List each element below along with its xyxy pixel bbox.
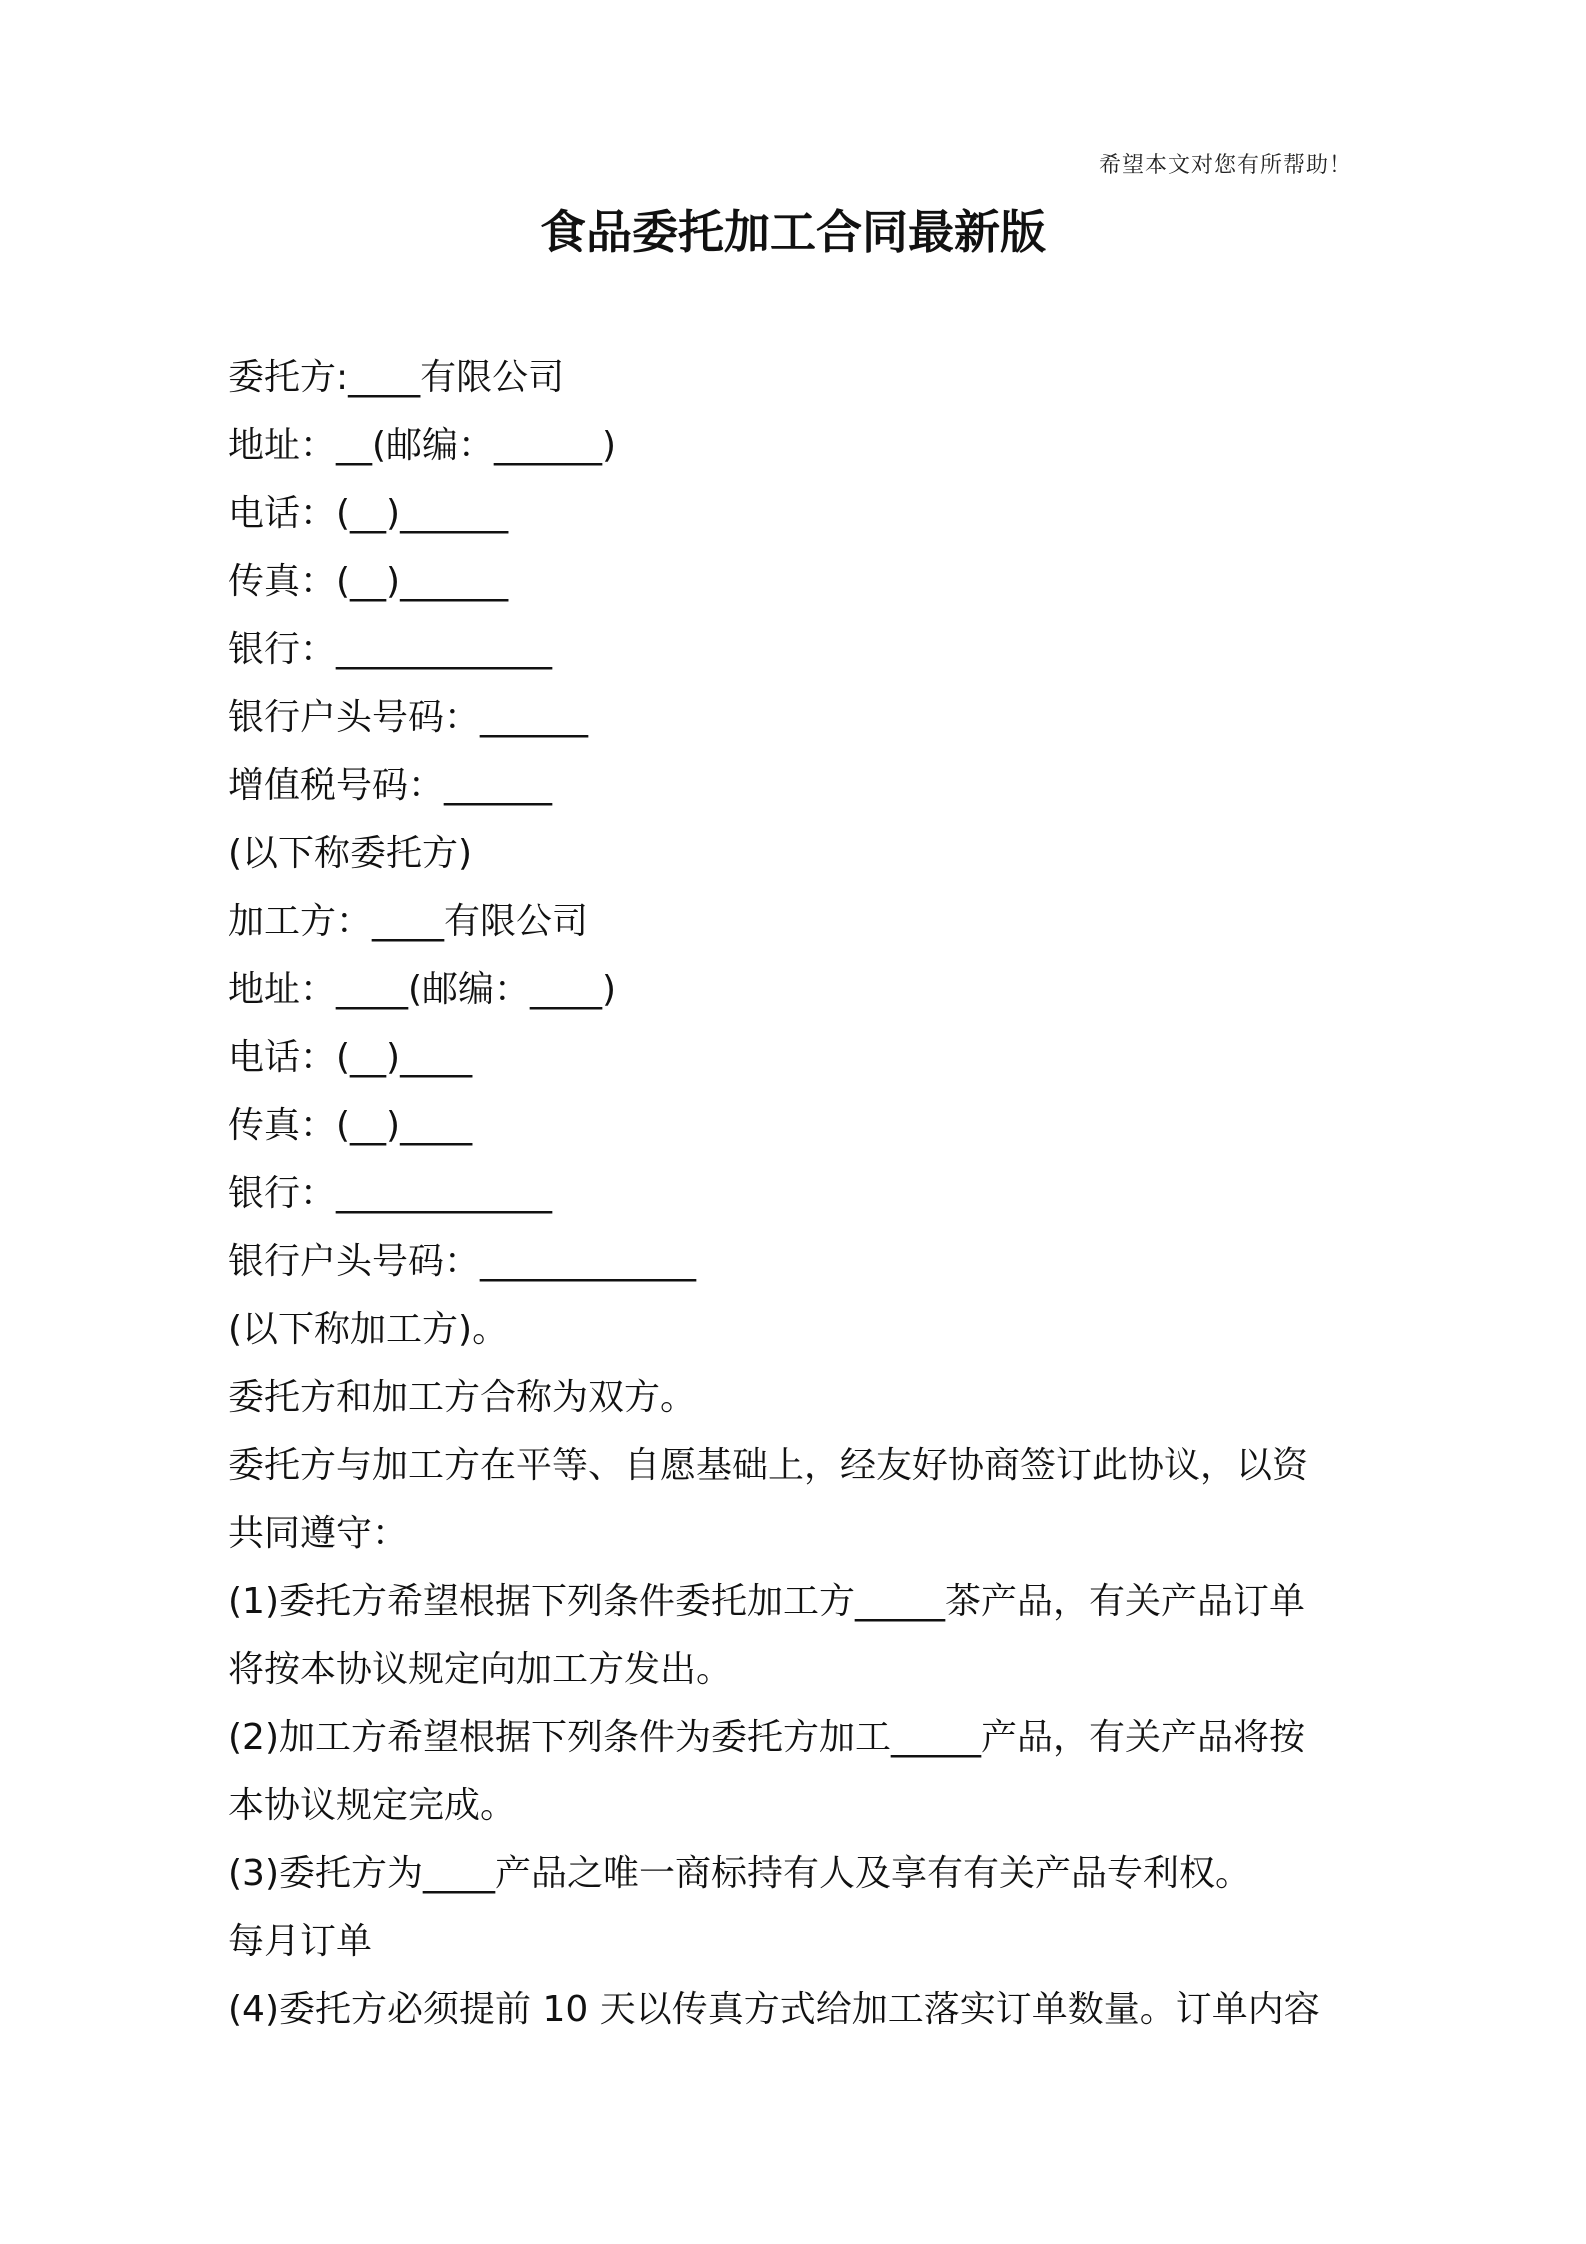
client-account-line: 银行户头号码：______ — [228, 697, 589, 738]
client-phone-line: 电话：(__)______ — [228, 493, 509, 534]
clause-1-cont-line: 将按本协议规定向加工方发出。 — [228, 1649, 733, 1690]
client-vat-line: 增值税号码：______ — [228, 765, 553, 806]
processor-name-line: 加工方：____有限公司 — [228, 901, 589, 942]
clause-1-line: (1)委托方希望根据下列条件委托加工方_____茶产品，有关产品订单 — [228, 1581, 1305, 1622]
clause-2-line: (2)加工方希望根据下列条件为委托方加工_____产品，有关产品将按 — [228, 1717, 1305, 1758]
processor-phone-line: 电话：(__)____ — [228, 1037, 473, 1078]
processor-address-line: 地址：____(邮编：____) — [228, 969, 617, 1010]
processor-bank-line: 银行：____________ — [228, 1173, 553, 1214]
clause-4-line: (4)委托方必须提前 10 天以传真方式给加工落实订单数量。订单内容 — [228, 1989, 1320, 2030]
agreement-intro-cont-line: 共同遵守： — [228, 1513, 409, 1554]
parties-line: 委托方和加工方合称为双方。 — [228, 1377, 697, 1418]
client-fax-line: 传真：(__)______ — [228, 561, 509, 602]
monthly-order-heading: 每月订单 — [228, 1921, 373, 1962]
document-body — [228, 344, 1378, 2044]
client-alias-line: (以下称委托方) — [228, 833, 473, 874]
processor-fax-line: 传真：(__)____ — [228, 1105, 473, 1146]
processor-alias-line: (以下称加工方)。 — [228, 1309, 509, 1350]
agreement-intro-line: 委托方与加工方在平等、自愿基础上，经友好协商签订此协议，以资 — [228, 1445, 1309, 1486]
clause-2-cont-line: 本协议规定完成。 — [228, 1785, 517, 1826]
header-note: 希望本文对您有所帮助！ — [1098, 153, 1352, 178]
client-address-line: 地址：__(邮编：______) — [228, 425, 617, 466]
clause-3-line: (3)委托方为____产品之唯一商标持有人及享有有关产品专利权。 — [228, 1853, 1251, 1894]
document-title: 食品委托加工合同最新版 — [540, 205, 1046, 259]
client-bank-line: 银行：____________ — [228, 629, 553, 670]
client-name-line: 委托方:____有限公司 — [228, 357, 565, 398]
processor-account-line: 银行户头号码：____________ — [228, 1241, 697, 1282]
